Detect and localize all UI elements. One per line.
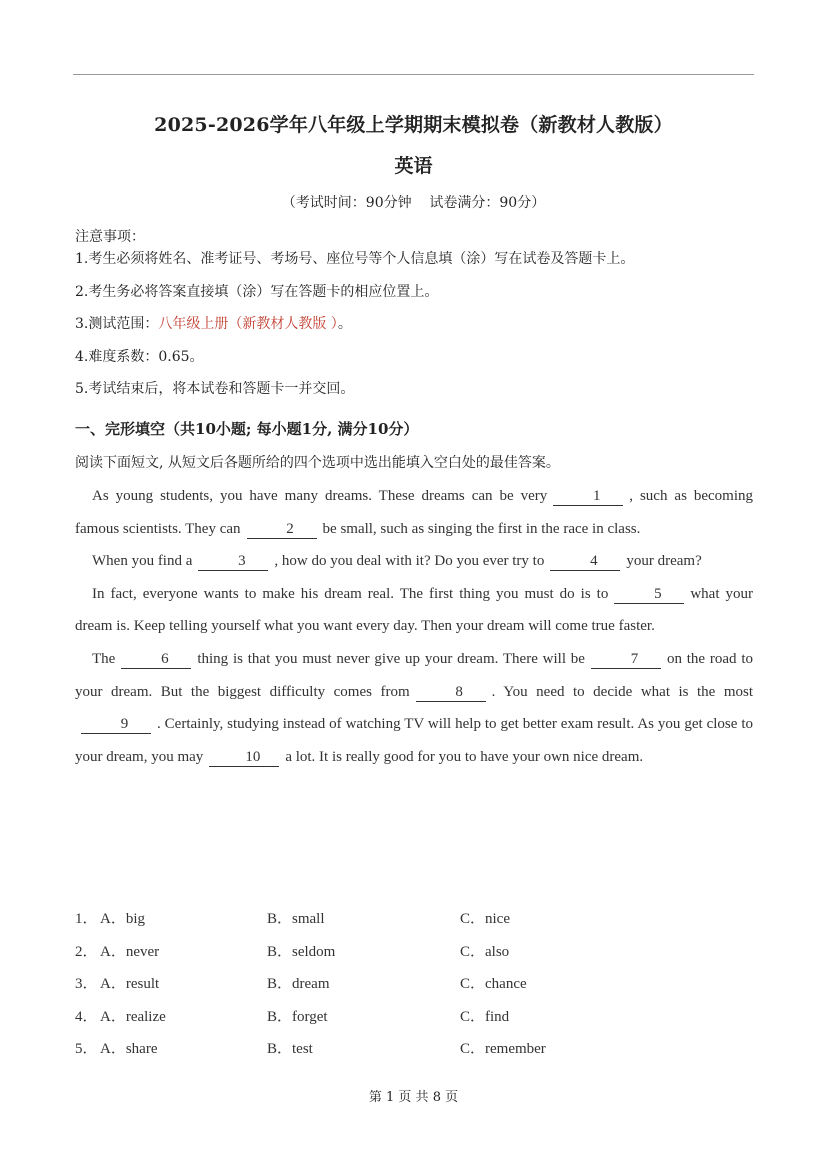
- question-number: 1．: [75, 911, 98, 927]
- passage-text: . Certainly, studying instead of watching TV will help to get better exam result. As you get close to your dream, you may: [75, 716, 753, 765]
- option-b: B．dream: [267, 976, 330, 993]
- question-number: 4．: [75, 1008, 98, 1025]
- blank-7: 7: [591, 651, 661, 669]
- passage-text: In fact, everyone wants to make his dream real. The first thing you must do is to: [92, 585, 609, 602]
- question-number: 5．: [75, 1041, 98, 1058]
- page-footer: 第 1 页 共 8 页: [368, 1090, 459, 1105]
- option-a: A．share: [100, 1041, 158, 1058]
- note-item: [75, 313, 755, 346]
- option-a: A．realize: [100, 1008, 166, 1025]
- passage-text: thing is that you must never give up your dream. There will be: [197, 650, 585, 667]
- option-row: [75, 971, 755, 1004]
- question-number: 2．: [75, 943, 98, 960]
- passage-text: . You need to decide what is the most: [491, 683, 754, 700]
- option-row: [75, 1004, 755, 1037]
- exam-title: 2025-2026学年八年级上学期期末模拟卷（新教材人教版）: [154, 114, 673, 136]
- section-instruction: 阅读下面短文, 从短文后各题所给的四个选项中选出能填入空白处的最佳答案。: [75, 455, 560, 471]
- option-c: C．chance: [460, 976, 527, 993]
- blank-5: 5: [614, 586, 684, 604]
- option-row: [75, 1036, 755, 1069]
- note-suffix: 。: [337, 316, 352, 332]
- blank-2: 2: [247, 521, 317, 539]
- passage-text: , how do you deal with it? Do you ever try to: [274, 553, 545, 570]
- subject-title: 英语: [394, 155, 433, 177]
- passage-paragraph: [75, 545, 753, 578]
- note-item: 5.考试结束后，将本试卷和答题卡一并交回。: [75, 381, 355, 397]
- passage-paragraph: [75, 480, 753, 545]
- note-prefix: 3.测试范围：: [75, 316, 159, 332]
- cloze-passage: [75, 480, 753, 773]
- header-rule: [73, 74, 754, 75]
- passage-text: be small, such as singing the first in the race in class.: [322, 520, 641, 537]
- test-scope: 八年级上册（新教材人教版 ）: [158, 316, 338, 332]
- option-c: C．nice: [460, 911, 510, 927]
- option-c: C．also: [460, 943, 510, 960]
- option-b: B．seldom: [267, 943, 336, 960]
- blank-4: 4: [550, 553, 620, 571]
- blank-6: 6: [121, 651, 191, 669]
- note-item: 2.考生务必将答案直接填（涂）写在答题卡的相应位置上。: [75, 283, 439, 300]
- option-c: C．remember: [460, 1041, 546, 1058]
- exam-info: （考试时间：90分钟 试卷满分：90分）: [281, 195, 546, 211]
- blank-1: 1: [553, 488, 623, 506]
- option-a: A．big: [100, 911, 146, 927]
- passage-text: a lot. It is really good for you to have your own nice dream.: [285, 748, 644, 765]
- option-row: [75, 906, 755, 939]
- passage-text: your dream?: [626, 553, 702, 570]
- answer-options: [75, 906, 755, 1069]
- passage-text: what your dream is. Keep telling yourself what you want every day. Then your dream will come true faster.: [75, 585, 753, 635]
- notes-block: [75, 226, 755, 411]
- blank-9: 9: [81, 716, 151, 734]
- option-c: C．find: [460, 1008, 510, 1025]
- note-item: 1.考生必须将姓名、准考证号、考场号、座位号等个人信息填（涂）写在试卷及答题卡上。: [75, 251, 635, 267]
- passage-paragraph: [75, 643, 753, 773]
- passage-text: As young students, you have many dreams. These dreams can be very: [92, 488, 548, 504]
- option-b: B．small: [267, 911, 325, 927]
- passage-text: , such as becoming famous scientists. They can: [75, 488, 754, 537]
- question-number: 3．: [75, 976, 98, 993]
- option-row: [75, 939, 755, 972]
- passage-paragraph: [75, 578, 753, 643]
- blank-3: 3: [198, 553, 268, 571]
- notes-heading: 注意事项：: [75, 229, 145, 245]
- option-a: A．result: [100, 976, 160, 993]
- note-item: 4.难度系数：0.65。: [75, 348, 204, 365]
- passage-text: When you find a: [92, 553, 193, 570]
- passage-text: on the road to your dream. But the biggest difficulty comes from: [75, 650, 753, 700]
- section-title: 一、完形填空（共10小题; 每小题1分, 满分10分）: [75, 420, 419, 438]
- blank-8: 8: [416, 684, 486, 702]
- option-b: B．test: [267, 1041, 313, 1058]
- option-a: A．never: [100, 943, 160, 960]
- passage-text: The: [92, 650, 116, 667]
- blank-10: 10: [209, 749, 279, 767]
- option-b: B．forget: [267, 1008, 328, 1025]
